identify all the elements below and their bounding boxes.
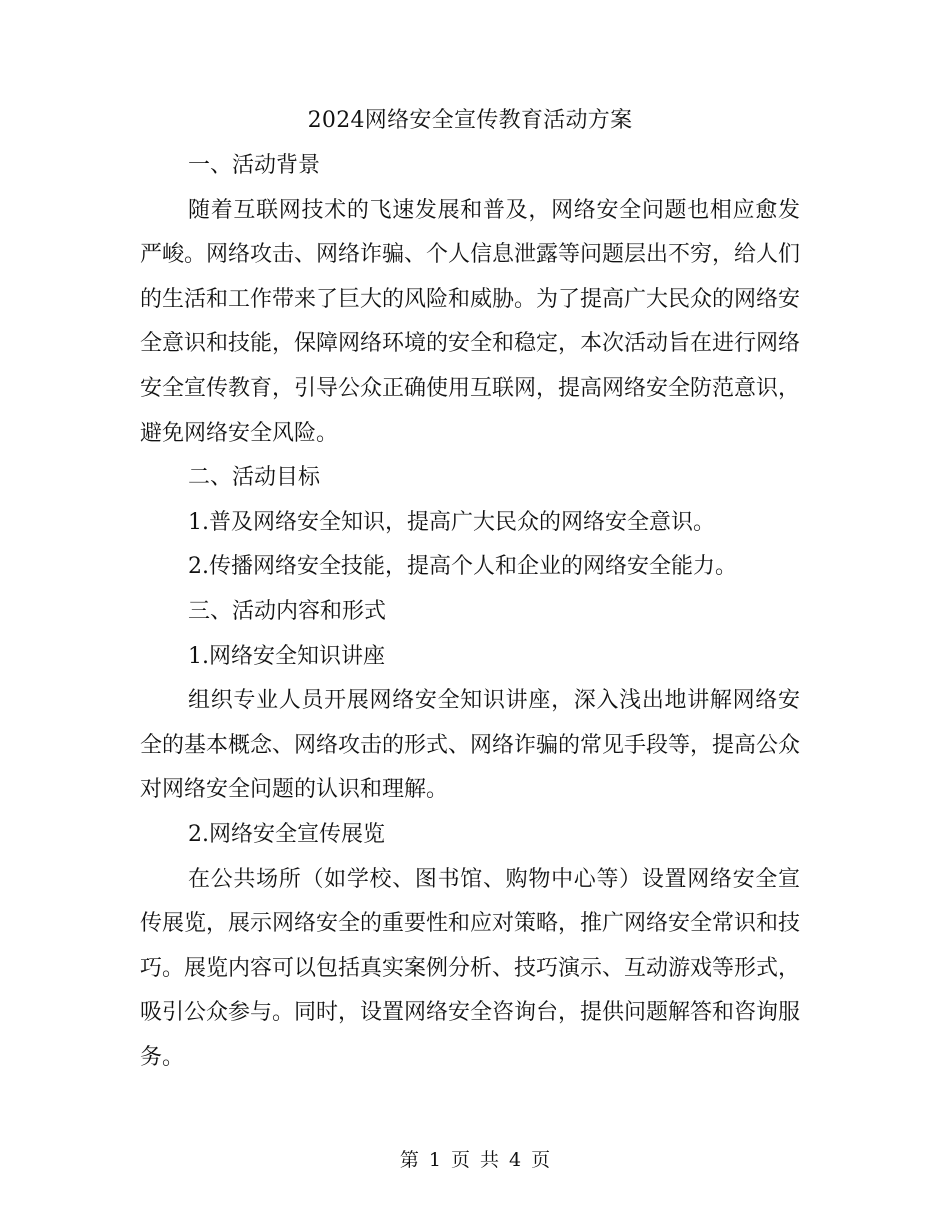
subheading-exhibition: 2.网络安全宣传展览	[188, 821, 385, 847]
goal-item-2: 2.传播网络安全技能，提高个人和企业的网络安全能力。	[188, 554, 737, 580]
background-paragraph: 随着互联网技术的飞速发展和普及，网络安全问题也相应愈发严峻。网络攻击、网络诈骗、个人信息泄露等问题层出不穷，给人们的生活和工作带来了巨大的风险和威胁。为了提高广大民众的网络安全意识和技能，保障网络环境的安全和稳定，本次活动旨在进行网络安全宣传教育，引导公众正确使用互联网，提高网络安全防范意识，避免网络安全风险。	[140, 197, 801, 446]
goal-item-1: 1.普及网络安全知识，提高广大民众的网络安全意识。	[188, 509, 715, 535]
section-heading-background: 一、活动背景	[188, 153, 321, 178]
subheading-lecture: 1.网络安全知识讲座	[188, 643, 385, 669]
section-heading-content: 三、活动内容和形式	[188, 598, 387, 624]
section-heading-goals: 二、活动目标	[188, 465, 321, 491]
document-body	[140, 98, 800, 1080]
lecture-paragraph: 组织专业人员开展网络安全知识讲座，深入浅出地讲解网络安全的基本概念、网络攻击的形式、网络诈骗的常见手段等，提高公众对网络安全问题的认识和理解。	[140, 688, 801, 803]
document-title: 2024网络安全宣传教育活动方案	[307, 108, 633, 133]
exhibition-paragraph: 在公共场所（如学校、图书馆、购物中心等）设置网络安全宣传展览，展示网络安全的重要性和应对策略，推广网络安全常识和技巧。展览内容可以包括真实案例分析、技巧演示、互动游戏等形式，吸引公众参与。同时，设置网络安全咨询台，提供问题解答和咨询服务。	[140, 866, 801, 1070]
page-footer: 第 1 页 共 4 页	[399, 1149, 551, 1171]
